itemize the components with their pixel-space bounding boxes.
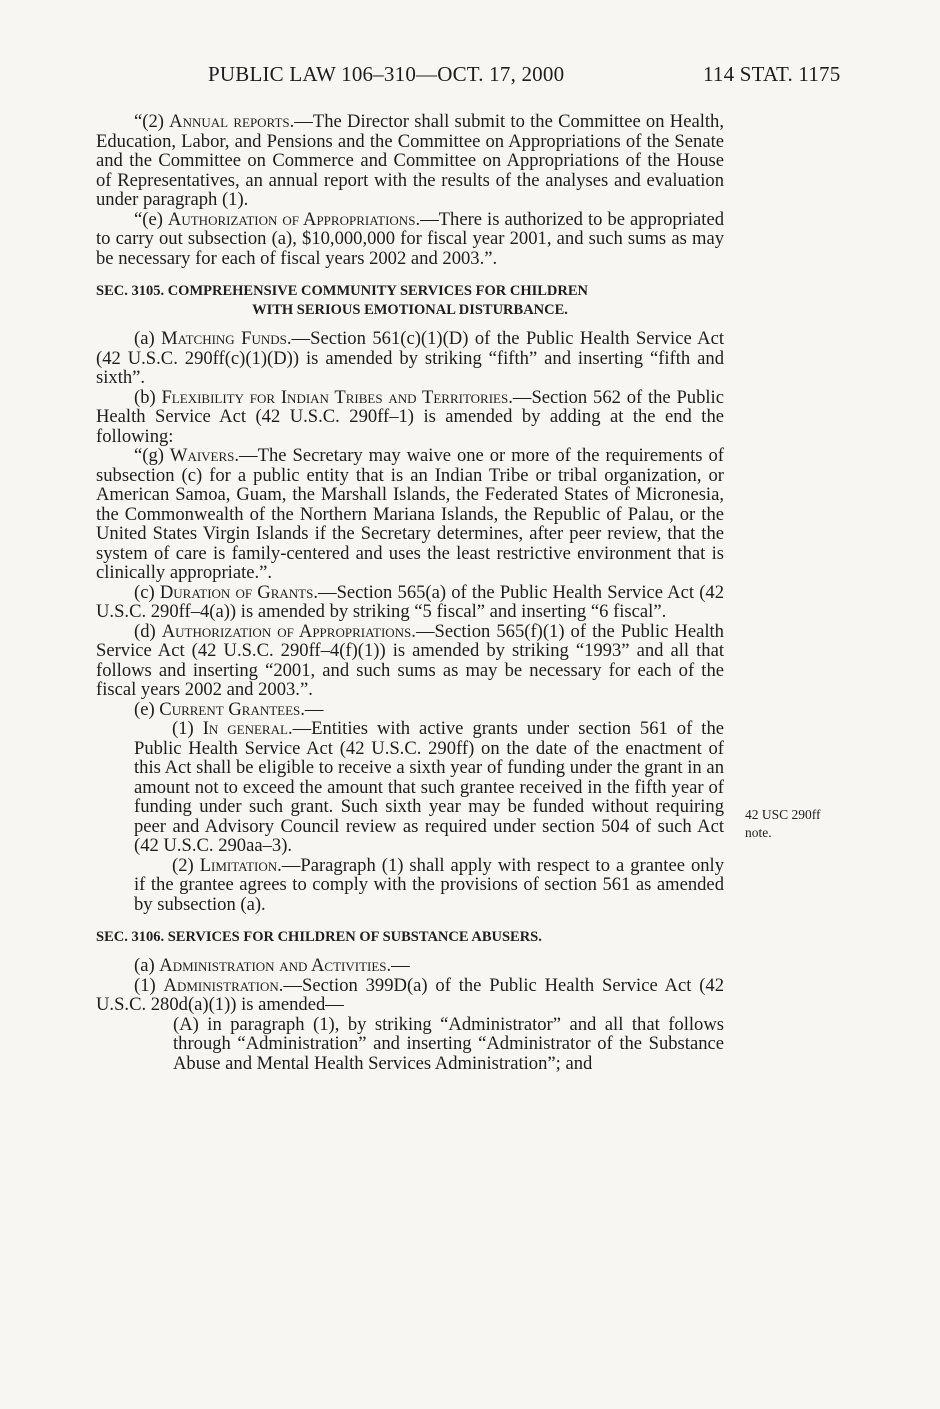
paragraph-annual-reports: “(2) Annual reports.—The Director shall submit to the Committee on Health, Education, Labor, and Pensions and the Committee on Appropriations of the Senate and the Committee on Commerce and Committee on Appropriations of the House of Representatives, an annual report with the results of the analyses and evaluation under paragraph (1). bbox=[96, 111, 724, 210]
section-heading-3105: SEC. 3105. COMPREHENSIVE COMMUNITY SERVICES FOR CHILDREN WITH SERIOUS EMOTIONAL DISTURBANCE. bbox=[96, 283, 589, 318]
header-title: PUBLIC LAW 106–310—OCT. 17, 2000 bbox=[208, 62, 565, 86]
margin-note-line2: note. bbox=[745, 825, 772, 840]
paragraph-authorization-e: “(e) Authorization of Appropriations.—There is authorized to be appropriated to carry out subsection (a), $10,000,000 for fiscal year 2001, and such sums as may be necessary for each of fiscal years 2002 and 2003.”. bbox=[96, 208, 724, 269]
clause-a: (A) in paragraph (1), by striking “Administrator” and all that follows through “Administration” and inserting “Administrator of the Substance Abuse and Mental Health Services Administration”; and bbox=[173, 1013, 724, 1074]
section-heading-3106: SEC. 3106. SERVICES FOR CHILDREN OF SUBSTANCE ABUSERS. bbox=[96, 929, 542, 945]
paragraph-waivers: “(g) Waivers.—The Secretary may waive one or more of the requirements of subsection (c) for a public entity that is an Indian Tribe or tribal organization, or American Samoa, Guam, the Marshall Islands, the Federated States of Micronesia, the Commonwealth of the Northern Mariana Islands, the Republic of Palau, or the United States Virgin Islands if the Secretary determines, after peer review, that the system of care is family-centered and uses the least restrictive environment that is clinically appropriate.”. bbox=[96, 445, 724, 583]
header-stat-page: 114 STAT. 1175 bbox=[703, 62, 841, 86]
paragraph-in-general: (1) In general.—Entities with active grants under section 561 of the Public Health Service Act (42 U.S.C. 290ff) on the date of the enactment of this Act shall be eligible to receive a sixth year of funding under the grant in an amount not to exceed the amount that such grantee received in the fifth year of funding under such grant. Such sixth year may be funded without requiring peer and Advisory Council review as required under section 504 of such Act (42 U.S.C. 290aa–3). bbox=[134, 718, 724, 856]
paragraph-duration-of-grants: (c) Duration of Grants.—Section 565(a) of the Public Health Service Act (42 U.S.C. 290ff–4(a)) is amended by striking “5 fiscal” and inserting “6 fiscal”. bbox=[96, 581, 724, 622]
paragraph-authorization-d: (d) Authorization of Appropriations.—Section 565(f)(1) of the Public Health Service Act (42 U.S.C. 290ff–4(f)(1)) is amended by striking “1993” and all that follows and inserting “2001, and such sums as may be necessary for each of the fiscal years 2002 and 2003.”. bbox=[96, 620, 724, 700]
margin-note bbox=[745, 806, 865, 842]
page-header bbox=[0, 62, 940, 88]
subparagraph-group-e bbox=[96, 719, 724, 914]
paragraph-current-grantees: (e) Current Grantees.— bbox=[134, 698, 324, 720]
paragraph-limitation: (2) Limitation.—Paragraph (1) shall apply with respect to a grantee only if the grantee agrees to comply with the provisions of section 561 as amended by subsection (a). bbox=[134, 854, 724, 915]
paragraph-administration-activities: (a) Administration and Activities.— bbox=[134, 955, 410, 976]
margin-note-line1: 42 USC 290ff bbox=[745, 807, 821, 822]
paragraph-administration: (1) Administration.—Section 399D(a) of the Public Health Service Act (42 U.S.C. 280d(a)(1)) is amended— bbox=[96, 974, 724, 1015]
paragraph-matching-funds: (a) Matching Funds.—Section 561(c)(1)(D) of the Public Health Service Act (42 U.S.C. 290ff(c)(1)(D)) is amended by striking “fifth” and inserting “fifth and sixth”. bbox=[96, 328, 724, 388]
document-body bbox=[96, 112, 724, 1073]
paragraph-flexibility: (b) Flexibility for Indian Tribes and Territories.—Section 562 of the Public Health Service Act (42 U.S.C. 290ff–1) is amended by adding at the end the following: bbox=[96, 386, 724, 447]
clause-group-a bbox=[96, 1015, 724, 1074]
